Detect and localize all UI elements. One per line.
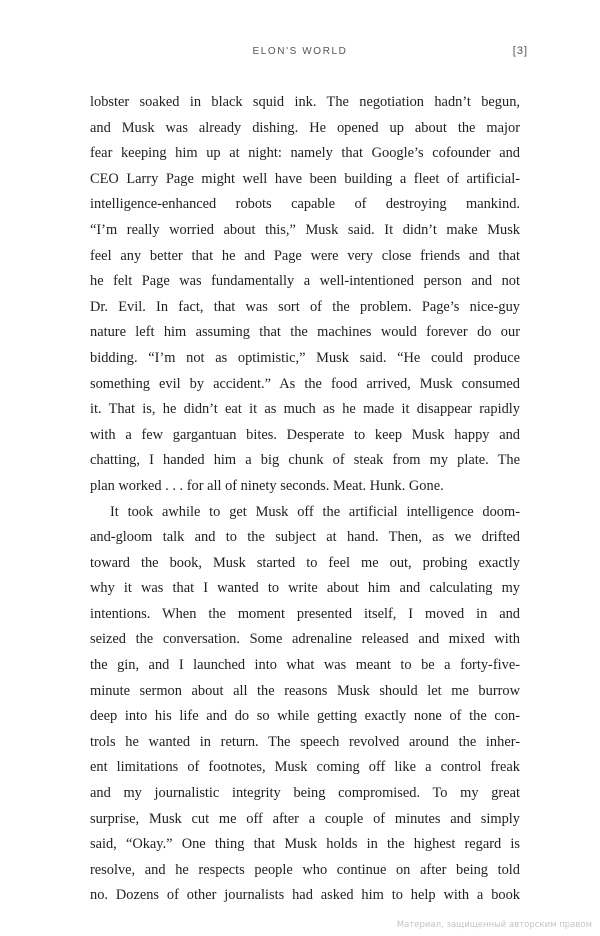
text-line: nature left him assuming that the machines would forever do our	[90, 324, 520, 341]
page-number: [3]	[512, 45, 528, 57]
text-line: it. That is, he didn’t eat it as much as he made it disappear rapidly	[90, 401, 520, 418]
text-line: the gin, and I launched into what was meant to be a forty-five-	[90, 657, 520, 674]
text-line: surprise, Musk cut me off after a couple of minutes and simply	[90, 810, 520, 827]
text-line: intelligence-enhanced robots capable of destroying mankind.	[90, 196, 520, 213]
text-line: intentions. When the moment presented itself, I moved in and	[90, 605, 520, 622]
text-line: trols he wanted in return. The speech revolved around the inher-	[90, 733, 520, 750]
text-line: CEO Larry Page might well have been building a fleet of artificial-	[90, 170, 520, 187]
text-line: feel any better that he and Page were very close friends and that	[90, 247, 520, 264]
text-line: It took awhile to get Musk off the artificial intelligence doom-	[110, 503, 520, 520]
text-line: something evil by accident.” As the food arrived, Musk consumed	[90, 375, 520, 392]
text-line: with a few gargantuan bites. Desperate to keep Musk happy and	[90, 426, 520, 443]
text-line: and my journalistic integrity being compromised. To my great	[90, 785, 520, 802]
paragraph-2	[90, 500, 520, 910]
text-line: Dr. Evil. In fact, that was sort of the problem. Page’s nice-guy	[90, 298, 520, 315]
text-line: bidding. “I’m not as optimistic,” Musk said. “He could produce	[90, 349, 520, 366]
running-head	[0, 46, 600, 62]
text-line: toward the book, Musk started to feel me out, probing exactly	[90, 554, 520, 571]
text-line: chatting, I handed him a big chunk of steak from my plate. The	[90, 452, 520, 469]
text-line: lobster soaked in black squid ink. The negotiation hadn’t begun,	[90, 94, 520, 110]
running-title: ELON'S WORLD	[252, 46, 348, 57]
copyright-watermark: Материал, защищенный авторским правом	[396, 920, 592, 930]
text-line: seized the conversation. Some adrenaline released and mixed with	[90, 631, 520, 648]
text-line: “I’m really worried about this,” Musk said. It didn’t make Musk	[90, 221, 520, 238]
text-line: and-gloom talk and to the subject at hand. Then, as we drifted	[90, 529, 520, 546]
text-line: said, “Okay.” One thing that Musk holds in the highest regard is	[90, 836, 520, 853]
text-line: fear keeping him up at night: namely that Google’s cofounder and	[90, 145, 520, 162]
text-line: ent limitations of footnotes, Musk coming off like a control freak	[90, 759, 520, 776]
text-line: why it was that I wanted to write about him and calculating my	[90, 580, 520, 597]
text-line: minute sermon about all the reasons Musk should let me burrow	[90, 682, 520, 699]
text-line: he felt Page was fundamentally a well-intentioned person and not	[90, 273, 520, 290]
paragraph-1	[90, 90, 520, 500]
text-line: resolve, and he respects people who continue on after being told	[90, 861, 520, 878]
text-line: deep into his life and do so while getting exactly none of the con-	[90, 708, 520, 725]
text-line: and Musk was already dishing. He opened up about the major	[90, 119, 520, 136]
body-text	[90, 90, 520, 909]
text-line: no. Dozens of other journalists had asked him to help with a book	[90, 887, 520, 904]
text-line: plan worked . . . for all of ninety seconds. Meat. Hunk. Gone.	[90, 477, 444, 494]
